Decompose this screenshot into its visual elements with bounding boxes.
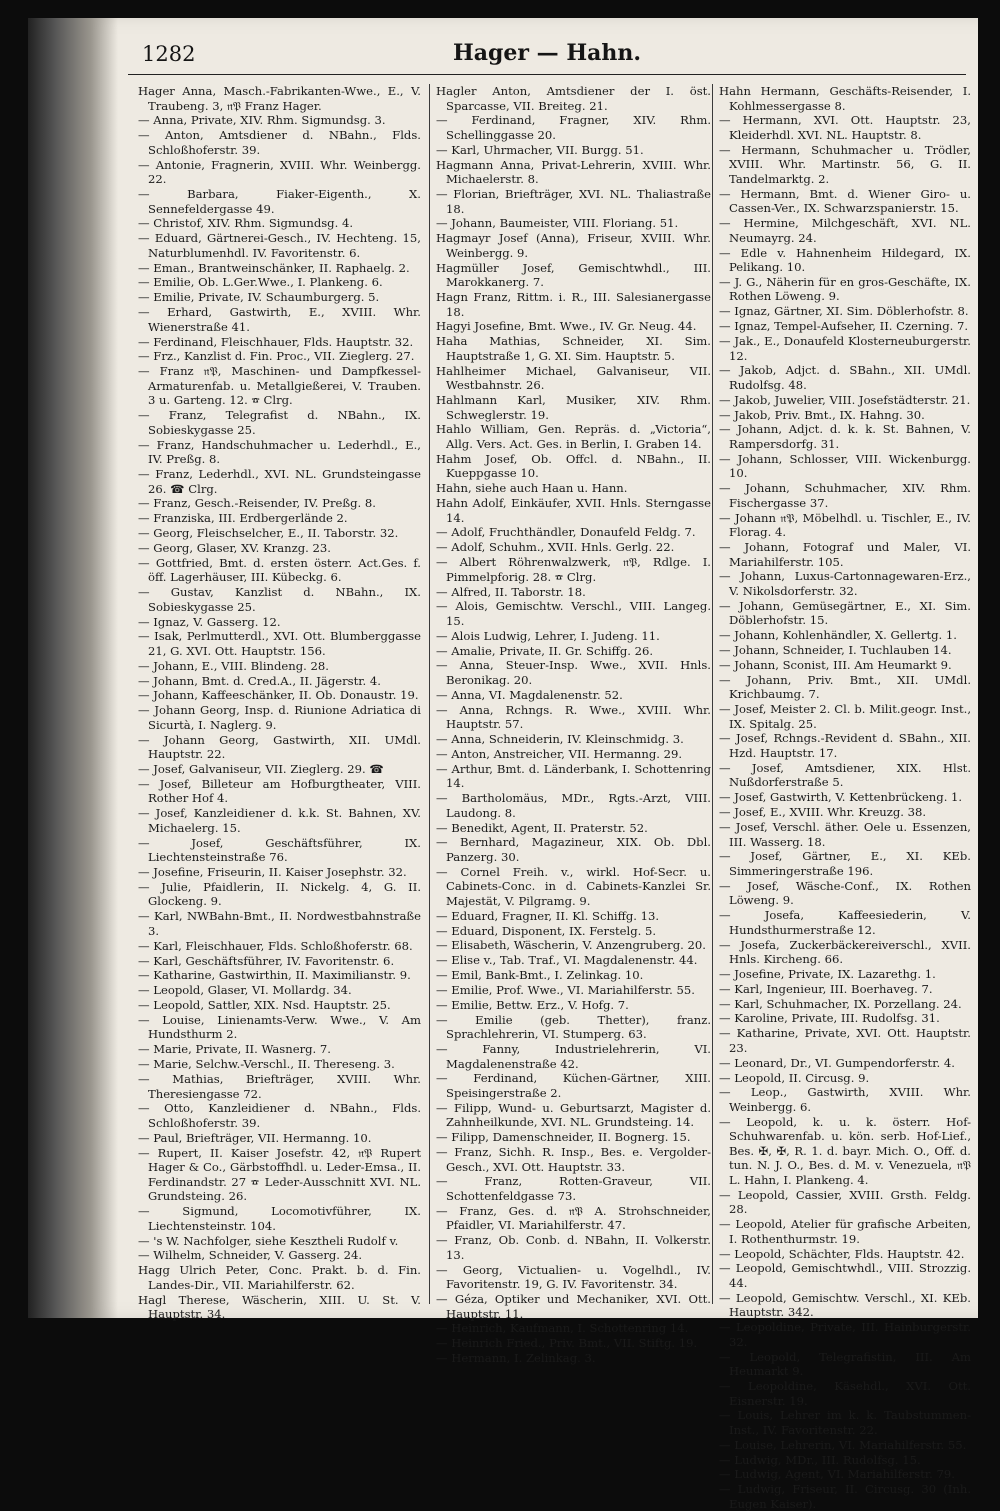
directory-entry: — Heinrich Fried., Priv. Bmt., VII. Stiftg. 19. (436, 1336, 698, 1351)
directory-entry: — Gottfried, Bmt. d. ersten österr. Act.Ges. f. öff. Lagerhäuser, III. Kübeckg. 6. (138, 555, 421, 585)
directory-entry: — Karl, Geschäftsführer, IV. Favoritenstr. 6. (138, 953, 395, 968)
directory-entry: — Josef, Billeteur am Hofburgtheater, VIII. Rother Hof 4. (138, 776, 421, 806)
directory-entry: — Bartholomäus, MDr., Rgts.-Arzt, VIII. Laudong. 8. (436, 791, 711, 820)
directory-entry: — Leopold, k. u. k. österr. Hof-Schuhwarenfab. u. kön. serb. Hof-Lief., Bes. ✠, ✠, R. 1. d. bayr. Mich. O., Off. d. tun. N. J. O., Bes. d. M. v. Venezuela, 𝔫𝔓 L. Hahn, I. Plankeng. 4. (719, 1114, 971, 1187)
directory-entry: — Alois, Gemischtw. Verschl., VIII. Langeg. 15. (436, 599, 711, 628)
directory-entry: Hahlheimer Michael, Galvaniseur, VII. Westbahnstr. 26. (436, 363, 711, 393)
directory-entry: — Josef, E., XVIII. Whr. Kreuzg. 38. (719, 805, 927, 820)
directory-entry: — Leopoldine, Käsehdl., XVI. Ott. Eisnerstr. 19. (719, 1378, 971, 1408)
directory-entry: — Georg, Glaser, XV. Kranzg. 23. (138, 540, 331, 555)
directory-entry: — Johann, Sconist, III. Am Heumarkt 9. (719, 657, 952, 672)
directory-entry: Hagyi Josefine, Bmt. Wwe., IV. Gr. Neug. 44. (436, 319, 697, 334)
directory-entry: — Leopold, Telegrafistin, III. Am Heumarkt 9. (719, 1349, 971, 1379)
directory-entry: Hahm Josef, Ob. Offcl. d. NBahn., II. Kueppgasse 10. (436, 451, 711, 481)
directory-entry: Hager Anna, Masch.-Fabrikanten-Wwe., E., V. Traubeng. 3, 𝔫𝔓 Franz Hager. (138, 84, 421, 113)
directory-entry: — Franz, Sichh. R. Insp., Bes. e. Vergolder-Gesch., XVI. Ott. Hauptstr. 33. (436, 1145, 711, 1174)
directory-entry: — Leop., Gastwirth, XVIII. Whr. Weinbergg. 6. (719, 1085, 971, 1114)
directory-entry: Hagg Ulrich Peter, Conc. Prakt. b. d. Fin. Landes-Dir., VII. Mariahilferstr. 62. (138, 1263, 421, 1292)
directory-entry: — Isak, Perlmutterdl., XVI. Ott. Blumberggasse 21, G. XVI. Ott. Hauptstr. 156. (138, 629, 421, 658)
directory-entry: — Christof, XIV. Rhm. Sigmundsg. 4. (138, 216, 354, 231)
column-3 (712, 84, 971, 1511)
directory-entry: — Leopold, Sattler, XIX. Nsd. Hauptstr. 25. (138, 998, 391, 1013)
directory-entry: — Anton, Amtsdiener d. NBahn., Flds. Schloßhoferstr. 39. (138, 128, 421, 157)
directory-entry: — Eduard, Gärtnerei-Gesch., IV. Hechteng. 15, Naturblumenhdl. IV. Favoritenstr. 6. (138, 231, 421, 260)
column-2 (429, 84, 711, 1366)
directory-entry: — Josefine, Private, IX. Lazarethg. 1. (719, 966, 936, 981)
directory-entry: — Filipp, Damenschneider, II. Bognerg. 15. (436, 1130, 691, 1145)
directory-entry: — Leonard, Dr., VI. Gumpendorferstr. 4. (719, 1055, 955, 1070)
directory-entry: — Mathias, Briefträger, XVIII. Whr. Theresiengasse 72. (138, 1072, 421, 1101)
directory-entry: — Amalie, Private, II. Gr. Schiffg. 26. (436, 643, 654, 658)
directory-entry: — Florian, Briefträger, XVI. NL. Thaliastraße 18. (436, 187, 711, 216)
directory-entry: — Karl, NWBahn-Bmt., II. Nordwestbahnstraße 3. (138, 909, 421, 938)
directory-entry: — Anna, Schneiderin, IV. Kleinschmidg. 3. (436, 732, 684, 747)
directory-entry: — Ignaz, Gärtner, XI. Sim. Döblerhofstr. 8. (719, 304, 969, 319)
directory-entry: — Josefa, Zuckerbäckereiverschl., XVII. Hnls. Kircheng. 66. (719, 937, 971, 967)
directory-entry: — Leopold, Glaser, VI. Mollardg. 34. (138, 983, 352, 998)
directory-entry: — Josef, Wäsche-Conf., IX. Rothen Löweng. 9. (719, 878, 971, 908)
directory-entry: — Anna, VI. Magdalenenstr. 52. (436, 687, 623, 702)
directory-entry: — Eman., Brantweinschänker, II. Raphaelg. 2. (138, 260, 410, 275)
page-header (128, 40, 966, 75)
directory-entry: Hagmann Anna, Privat-Lehrerin, XVIII. Whr. Michaelerstr. 8. (436, 157, 711, 187)
directory-entry: — Leopold, Gemischtwhdl., VIII. Strozzig. 44. (719, 1261, 971, 1290)
directory-entry: — Leopoldine, Private, III. Hainburgerstr. 32. (719, 1320, 971, 1349)
directory-entry: — Karoline, Private, III. Rudolfsg. 31. (719, 1011, 940, 1026)
directory-entry: — Fanny, Industrielehrerin, VI. Magdalenenstraße 42. (436, 1042, 711, 1071)
directory-entry: — Antonie, Fragnerin, XVIII. Whr. Weinbergg. 22. (138, 157, 421, 187)
running-head: Hager — Hahn. (452, 40, 642, 66)
directory-entry: — Johann, Luxus-Cartonnagewaren-Erz., V. Nikolsdorferstr. 32. (719, 569, 971, 598)
page-number: 1282 (142, 42, 196, 66)
directory-entry: — Johann, Schneider, I. Tuchlauben 14. (719, 643, 952, 658)
directory-entry: — 's W. Nachfolger, siehe Kesztheli Rudolf v. (138, 1233, 399, 1248)
directory-entry: Hahlmann Karl, Musiker, XIV. Rhm. Schweglerstr. 19. (436, 393, 711, 422)
directory-entry: — Frz., Kanzlist d. Fin. Proc., VII. Zieglerg. 27. (138, 349, 415, 364)
directory-entry: — Josef, Gastwirth, V. Kettenbrückeng. 1. (719, 790, 963, 805)
directory-entry: — Marie, Private, II. Wasnerg. 7. (138, 1042, 331, 1057)
directory-entry: — Géza, Optiker und Mechaniker, XVI. Ott. Hauptstr. 11. (436, 1291, 711, 1321)
directory-entry: Hahlo William, Gen. Repräs. d. „Victoria“, Allg. Vers. Act. Ges. in Berlin, I. Graben 14. (436, 422, 711, 451)
column-1 (138, 84, 421, 1322)
directory-entry: — Hermann, Schuhmacher u. Trödler, XVIII. Whr. Martinstr. 56, G. II. Tandelmarktg. 2. (719, 142, 971, 186)
directory-entry: — Josef, Rchngs.-Revident d. SBahn., XII. Hzd. Hauptstr. 17. (719, 731, 971, 761)
directory-entry: — Katharine, Gastwirthin, II. Maximilianstr. 9. (138, 968, 411, 983)
directory-entry: — Sigmund, Locomotivführer, IX. Liechtensteinstr. 104. (138, 1204, 421, 1233)
directory-entry: — Elise v., Tab. Traf., VI. Magdalenenstr. 44. (436, 953, 698, 968)
directory-entry: Haha Mathias, Schneider, XI. Sim. Hauptstraße 1, G. XI. Sim. Hauptstr. 5. (436, 334, 711, 363)
directory-entry: Hahn Hermann, Geschäfts-Reisender, I. Kohlmessergasse 8. (719, 84, 971, 113)
directory-entry: — Emilie, Prof. Wwe., VI. Mariahilferstr. 55. (436, 982, 695, 997)
directory-entry: — Franz, Ges. d. 𝔫𝔓 A. Strohschneider, Pfaidler, VI. Mariahilferstr. 47. (436, 1203, 711, 1233)
directory-entry: — Johann Georg, Gastwirth, XII. UMdl. Hauptstr. 22. (138, 732, 421, 762)
directory-entry: — J. G., Näherin für en gros-Geschäfte, IX. Rothen Löweng. 9. (719, 274, 971, 304)
directory-entry: — Ferdinand, Fleischhauer, Flds. Hauptstr. 32. (138, 334, 414, 349)
directory-entry: — Cornel Freih. v., wirkl. Hof-Secr. u. Cabinets-Conc. in d. Cabinets-Kanzlei Sr. Majestät, V. Pilgramg. 9. (436, 864, 711, 908)
directory-entry: — Hermine, Milchgeschäft, XVI. NL. Neumayrg. 24. (719, 216, 971, 245)
book-gutter (28, 18, 118, 1318)
directory-entry: — Barbara, Fiaker-Eigenth., X. Sennefeldergasse 49. (138, 187, 421, 216)
directory-entry: — Leopold, Cassier, XVIII. Grsth. Feldg. 28. (719, 1187, 971, 1217)
directory-entry: Hagn Franz, Rittm. i. R., III. Salesianergasse 18. (436, 290, 711, 319)
directory-entry: — Johann, Fotograf und Maler, VI. Mariahilferstr. 105. (719, 540, 971, 569)
directory-entry: — Franziska, III. Erdbergerlände 2. (138, 511, 348, 526)
directory-entry: — Georg, Victualien- u. Vogelhdl., IV. Favoritenstr. 19, G. IV. Favoritenstr. 34. (436, 1262, 711, 1292)
directory-entry: — Anna, Steuer-Insp. Wwe., XVII. Hnls. Beronikag. 20. (436, 658, 711, 687)
directory-entry: — Johann, Kohlenhändler, X. Gellertg. 1. (719, 628, 957, 643)
directory-entry: — Benedikt, Agent, II. Praterstr. 52. (436, 820, 648, 835)
directory-entry: — Anna, Private, XIV. Rhm. Sigmundsg. 3. (138, 113, 386, 128)
directory-entry: — Franz, Handschuhmacher u. Lederhdl., E., IV. Preßg. 8. (138, 437, 421, 467)
directory-entry: — Ferdinand, Fragner, XIV. Rhm. Schellinggasse 20. (436, 113, 711, 142)
directory-entry: — Alois Ludwig, Lehrer, I. Judeng. 11. (436, 628, 660, 643)
directory-entry: — Josefa, Kaffeesiederin, V. Hundsthurmerstraße 12. (719, 908, 971, 937)
directory-entry: — Johann Georg, Insp. d. Riunione Adriatica di Sicurtà, I. Naglerg. 9. (138, 703, 421, 732)
directory-entry: — Karl, Uhrmacher, VII. Burgg. 51. (436, 142, 644, 157)
directory-entry: — Josef, Geschäftsführer, IX. Liechtensteinstraße 76. (138, 835, 421, 865)
directory-entry: — Johann, Bmt. d. Cred.A., II. Jägerstr. 4. (138, 673, 381, 688)
directory-entry: — Josef, Kanzleidiener d. k.k. St. Bahnen, XV. Michaelerg. 15. (138, 806, 421, 835)
directory-entry: — Josef, Meister 2. Cl. b. Milit.geogr. Inst., IX. Spitalg. 25. (719, 702, 971, 731)
directory-entry: — Edle v. Hahnenheim Hildegard, IX. Pelikang. 10. (719, 245, 971, 275)
directory-entry: — Erhard, Gastwirth, E., XVIII. Whr. Wienerstraße 41. (138, 305, 421, 334)
directory-entry: — Eduard, Disponent, IX. Ferstelg. 5. (436, 923, 657, 938)
directory-entry: — Heinrich, Kaufmann, I. Schottenring 14. (436, 1321, 689, 1336)
directory-entry: — Leopold, Schächter, Flds. Hauptstr. 42. (719, 1246, 965, 1261)
directory-entry: — Wilhelm, Schneider, V. Gasserg. 24. (138, 1248, 363, 1263)
directory-entry: — Ignaz, V. Gasserg. 12. (138, 614, 281, 629)
directory-entry: — Bernhard, Magazineur, XIX. Ob. Dbl. Panzerg. 30. (436, 835, 711, 864)
directory-entry: — Leopold, II. Circusg. 9. (719, 1070, 870, 1085)
directory-entry: — Johann, Kaffeeschänker, II. Ob. Donaustr. 19. (138, 688, 419, 703)
directory-entry: — Louise, Lehrerin, VI. Mariahilferstr. 55. (719, 1437, 967, 1452)
directory-entry: — Adolf, Schuhm., XVII. Hnls. Gerlg. 22. (436, 540, 675, 555)
directory-entry: — Jak., E., Donaufeld Klosterneuburgerstr. 12. (719, 333, 971, 363)
directory-entry: Hagmüller Josef, Gemischtwhdl., III. Marokkanerg. 7. (436, 260, 711, 290)
directory-entry: — Jakob, Priv. Bmt., IX. Hahng. 30. (719, 407, 925, 422)
directory-entry: — Ludwig, Friseur, II. Circusg. 30 (Inh. Eugen Kaiser). (719, 1482, 971, 1511)
directory-entry: — Emilie, Bettw. Erz., V. Hofg. 7. (436, 997, 629, 1012)
directory-entry: — Anton, Anstreicher, VII. Hermanng. 29. (436, 746, 683, 761)
directory-entry: — Paul, Briefträger, VII. Hermanng. 10. (138, 1130, 372, 1145)
directory-entry: — Franz, Ob. Conb. d. NBahn, II. Volkerstr. 13. (436, 1233, 711, 1262)
directory-entry: — Filipp, Wund- u. Geburtsarzt, Magister d. Zahnheilkunde, XVI. NL. Grundsteing. 14. (436, 1100, 711, 1130)
directory-page (28, 18, 978, 1511)
directory-entry: — Ignaz, Tempel-Aufseher, II. Czerning. 7. (719, 319, 969, 334)
directory-entry: — Josef, Galvaniseur, VII. Zieglerg. 29. ☎ (138, 762, 384, 777)
directory-entry: — Josefine, Friseurin, II. Kaiser Josephstr. 32. (138, 865, 407, 880)
directory-entry: — Karl, Schuhmacher, IX. Porzellang. 24. (719, 996, 962, 1011)
directory-entry: — Alfred, II. Taborstr. 18. (436, 584, 586, 599)
directory-entry: — Johann, Baumeister, VIII. Floriang. 51. (436, 216, 679, 231)
directory-entry: — Ludwig, Agent, VI. Mariahilferstr. 79. (719, 1467, 955, 1482)
directory-entry: — Johann, Schuhmacher, XIV. Rhm. Fischergasse 37. (719, 481, 971, 510)
directory-entry: — Johann, Schlosser, VIII. Wickenburgg. 10. (719, 451, 971, 481)
directory-entry: — Emilie (geb. Thetter), franz. Sprachlehrerin, VI. Stumperg. 63. (436, 1012, 711, 1042)
directory-entry: — Elisabeth, Wäscherin, V. Anzengruberg. 20. (436, 938, 706, 953)
directory-entry: Hagler Anton, Amtsdiener der I. öst. Sparcasse, VII. Breiteg. 21. (436, 84, 711, 113)
directory-entry: — Leopold, Gemischtw. Verschl., XI. KEb. Hauptstr. 342. (719, 1290, 971, 1320)
directory-entry: — Johann, E., VIII. Blindeng. 28. (138, 658, 329, 673)
directory-entry: — Franz, Gesch.-Reisender, IV. Preßg. 8. (138, 496, 376, 511)
directory-entry: — Hermann, Bmt. d. Wiener Giro- u. Cassen-Ver., IX. Schwarzspanierstr. 15. (719, 186, 971, 216)
directory-entry: — Eduard, Fragner, II. Kl. Schiffg. 13. (436, 908, 660, 923)
directory-entry: — Josef, Gärtner, E., XI. KEb. Simmeringerstraße 196. (719, 849, 971, 878)
directory-entry: — Louise, Linienamts-Verw. Wwe., V. Am Hundsthurm 2. (138, 1012, 421, 1042)
directory-entry: Hahn Adolf, Einkäufer, XVII. Hnls. Sterngasse 14. (436, 496, 711, 525)
directory-entry: — Johann, Priv. Bmt., XII. UMdl. Krichbaumg. 7. (719, 672, 971, 702)
directory-entry: — Johann, Gemüsegärtner, E., XI. Sim. Döblerhofstr. 15. (719, 598, 971, 628)
directory-entry: — Josef, Verschl. äther. Oele u. Essenzen, III. Wasserg. 18. (719, 819, 971, 849)
directory-entry: — Ludwig, MDr., III. Rudolfsg. 15. (719, 1452, 921, 1467)
directory-entry: — Albert Röhrenwalzwerk, 𝔫𝔓, Rdlge. I. Pimmelpforig. 28. ☎ Clrg. (436, 555, 711, 584)
directory-entry: — Franz, Rotten-Graveur, VII. Schottenfeldgasse 73. (436, 1174, 711, 1203)
directory-entry: — Anna, Rchngs. R. Wwe., XVIII. Whr. Hauptstr. 57. (436, 702, 711, 732)
directory-entry: — Johann, Adjct. d. k. k. St. Bahnen, V. Rampersdorfg. 31. (719, 422, 971, 451)
directory-entry: — Gustav, Kanzlist d. NBahn., IX. Sobieskygasse 25. (138, 585, 421, 614)
directory-entry: — Hermann, XVI. Ott. Hauptstr. 23, Kleiderhdl. XVI. NL. Hauptstr. 8. (719, 113, 971, 142)
directory-entry: — Franz, Telegrafist d. NBahn., IX. Sobieskygasse 25. (138, 408, 421, 437)
directory-entry: — Jakob, Juwelier, VIII. Josefstädterstr. 21. (719, 392, 971, 407)
directory-entry: — Georg, Fleischselcher, E., II. Taborstr. 32. (138, 526, 399, 541)
directory-entry: — Julie, Pfaidlerin, II. Nickelg. 4, G. II. Glockeng. 9. (138, 879, 421, 909)
directory-entry: — Ferdinand, Küchen-Gärtner, XIII. Speisingerstraße 2. (436, 1071, 711, 1100)
directory-entry: — Adolf, Fruchthändler, Donaufeld Feldg. 7. (436, 525, 696, 540)
directory-entry: — Katharine, Private, XVI. Ott. Hauptstr. 23. (719, 1026, 971, 1055)
directory-entry: — Hermann, I. Zelinkag. 3. (436, 1351, 596, 1366)
directory-entry: — Karl, Ingenieur, III. Boerhaveg. 7. (719, 981, 933, 996)
directory-entry: — Leopold, Atelier für grafische Arbeiten, I. Rothenthurmstr. 19. (719, 1217, 971, 1246)
directory-entry: — Johann 𝔫𝔓, Möbelhdl. u. Tischler, E., IV. Florag. 4. (719, 510, 971, 540)
directory-entry: — Franz 𝔫𝔓, Maschinen- und Dampfkessel-Armaturenfab. u. Metallgießerei, V. Trauben. 3 u. Garteng. 12. ☎ Clrg. (138, 364, 421, 408)
directory-entry: — Karl, Fleischhauer, Flds. Schloßhoferstr. 68. (138, 938, 413, 953)
directory-entry: Hagmayr Josef (Anna), Friseur, XVIII. Whr. Weinbergg. 9. (436, 231, 711, 260)
directory-entry: — Josef, Amtsdiener, XIX. Hlst. Nußdorferstraße 5. (719, 760, 971, 790)
directory-entry: — Franz, Lederhdl., XVI. NL. Grundsteingasse 26. ☎ Clrg. (138, 466, 421, 496)
directory-entry: Hagl Therese, Wäscherin, XIII. U. St. V. Hauptstr. 34. (138, 1292, 421, 1322)
directory-entry: Hahn, siehe auch Haan u. Hann. (436, 481, 628, 496)
directory-entry: — Louis, Lehrer im k. k. Taubstummen-Inst., IV. Favoritenstr. 22. (719, 1408, 971, 1437)
directory-entry: — Emil, Bank-Bmt., I. Zelinkag. 10. (436, 968, 644, 983)
directory-entry: — Marie, Selchw.-Verschl., II. Thereseng. 3. (138, 1057, 395, 1072)
directory-entry: — Rupert, II. Kaiser Josefstr. 42, 𝔫𝔓 Rupert Hager & Co., Gärbstoffhdl. u. Leder-Emsa., II. Ferdinandstr. 27 ☎ Leder-Ausschnitt XVI. NL. Grundsteing. 26. (138, 1145, 421, 1204)
directory-entry: — Emilie, Ob. L.Ger.Wwe., I. Plankeng. 6. (138, 275, 383, 290)
directory-entry: — Otto, Kanzleidiener d. NBahn., Flds. Schloßhoferstr. 39. (138, 1101, 421, 1130)
directory-entry: — Emilie, Private, IV. Schaumburgerg. 5. (138, 290, 380, 305)
directory-entry: — Jakob, Adjct. d. SBahn., XII. UMdl. Rudolfsg. 48. (719, 363, 971, 392)
directory-entry: — Arthur, Bmt. d. Länderbank, I. Schottenring 14. (436, 761, 711, 791)
